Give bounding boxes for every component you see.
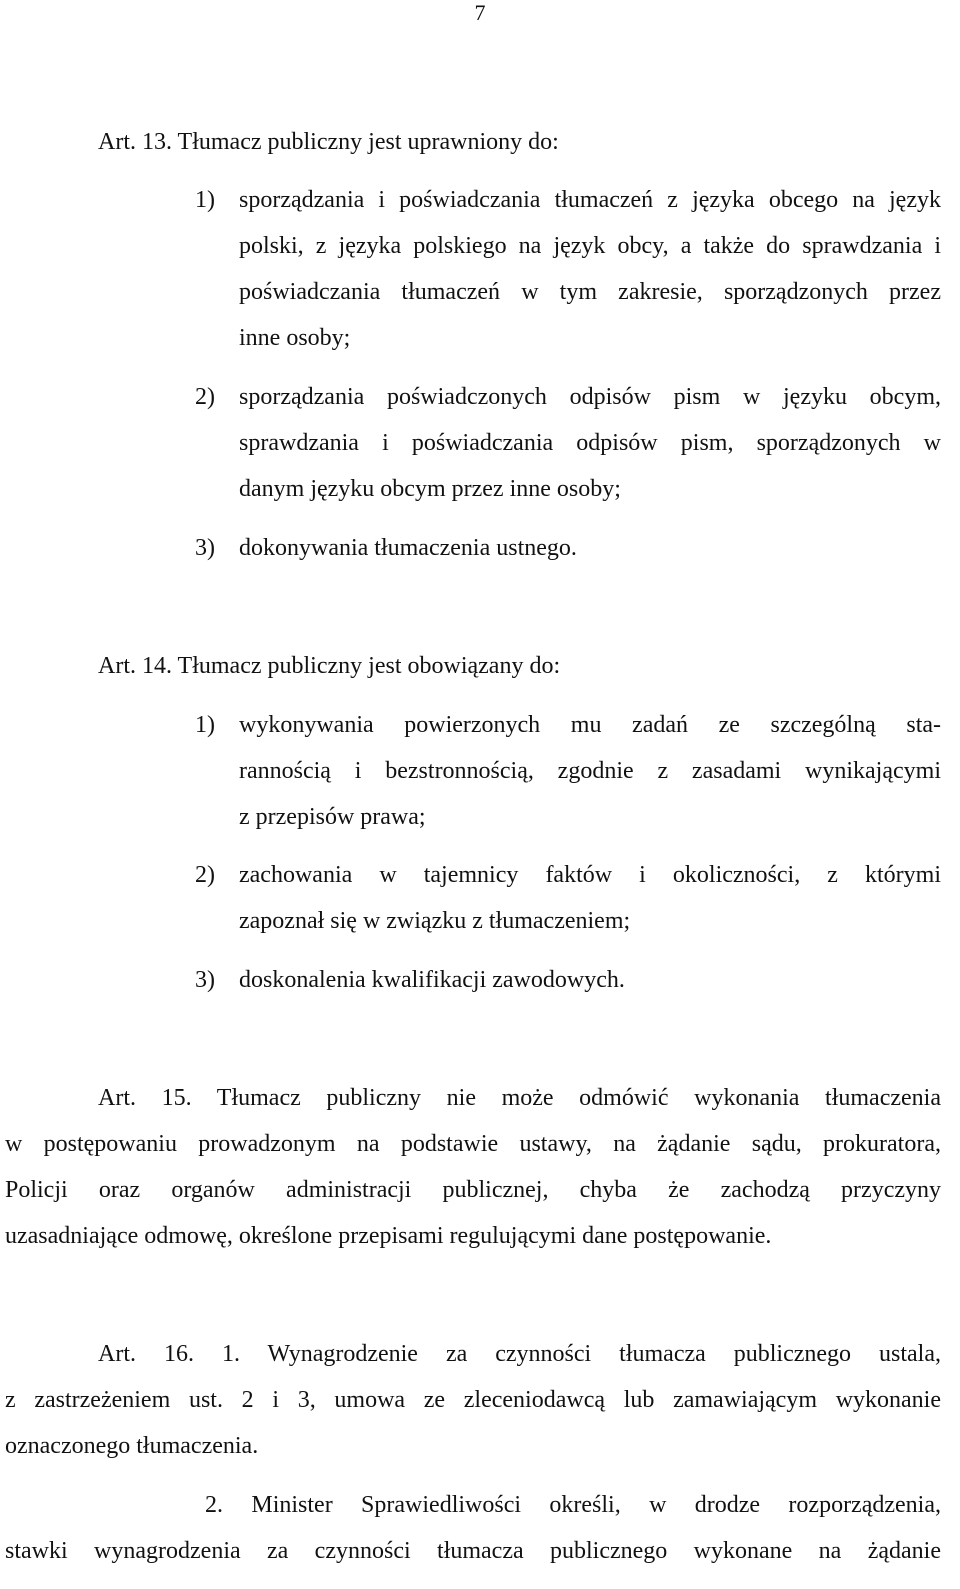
art13-item3-line1: dokonywania tłumaczenia ustnego. <box>239 535 577 561</box>
art16-par2-line1: 2. Minister Sprawiedliwości określi, w drodze rozporządzenia, <box>205 1492 941 1518</box>
art13-item1-line4: inne osoby; <box>239 325 351 351</box>
art13-item2-line3: danym języku obcym przez inne osoby; <box>239 476 621 502</box>
art13-item3-number: 3) <box>195 535 215 561</box>
art14-item1-line3: z przepisów prawa; <box>239 804 426 830</box>
art14-heading: Art. 14. Tłumacz publiczny jest obowiązany do: <box>98 653 561 679</box>
art15-line3: Policji oraz organów administracji publicznej, chyba że zachodzą przyczyny <box>5 1177 941 1203</box>
art15-line4: uzasadniające odmowę, określone przepisami regulującymi dane postępowanie. <box>5 1223 772 1249</box>
art13-item2-number: 2) <box>195 384 215 410</box>
art13-item2-line1: sporządzania poświadczonych odpisów pism w języku obcym, <box>239 384 941 410</box>
art13-item1-number: 1) <box>195 187 215 213</box>
art14-item2-line1: zachowania w tajemnicy faktów i okoliczności, z którymi <box>239 862 941 888</box>
art13-item2-line2: sprawdzania i poświadczania odpisów pism, sporządzonych w <box>239 430 941 456</box>
art13-item1-line1: sporządzania i poświadczania tłumaczeń z języka obcego na język <box>239 187 941 213</box>
art16-par2-line2: stawki wynagrodzenia za czynności tłumacza publicznego wykonane na żądanie <box>5 1538 941 1564</box>
art14-item3-line1: doskonalenia kwalifikacji zawodowych. <box>239 967 625 993</box>
art16-par1-line2: z zastrzeżeniem ust. 2 i 3, umowa ze zleceniodawcą lub zamawiającym wykonanie <box>5 1387 941 1413</box>
art14-item1-number: 1) <box>195 712 215 738</box>
art16-par1-line3: oznaczonego tłumaczenia. <box>5 1433 259 1459</box>
art14-item2-number: 2) <box>195 862 215 888</box>
art13-item1-line3: poświadczania tłumaczeń w tym zakresie, sporządzonych przez <box>239 279 941 305</box>
art16-par1-line1: Art. 16. 1. Wynagrodzenie za czynności tłumacza publicznego ustala, <box>98 1341 941 1367</box>
art13-heading: Art. 13. Tłumacz publiczny jest uprawniony do: <box>98 129 559 155</box>
art14-item3-number: 3) <box>195 967 215 993</box>
art13-item1-line2: polski, z języka polskiego na język obcy, a także do sprawdzania i <box>239 233 941 259</box>
art15-line1: Art. 15. Tłumacz publiczny nie może odmówić wykonania tłumaczenia <box>98 1085 941 1111</box>
page-number: 7 <box>474 0 486 25</box>
art14-item2-line2: zapoznał się w związku z tłumaczeniem; <box>239 908 631 934</box>
art15-line2: w postępowaniu prowadzonym na podstawie ustawy, na żądanie sądu, prokuratora, <box>5 1131 941 1157</box>
art14-item1-line1: wykonywania powierzonych mu zadań ze szczególną sta- <box>239 712 941 738</box>
art14-item1-line2: rannością i bezstronnością, zgodnie z zasadami wynikającymi <box>239 758 941 784</box>
